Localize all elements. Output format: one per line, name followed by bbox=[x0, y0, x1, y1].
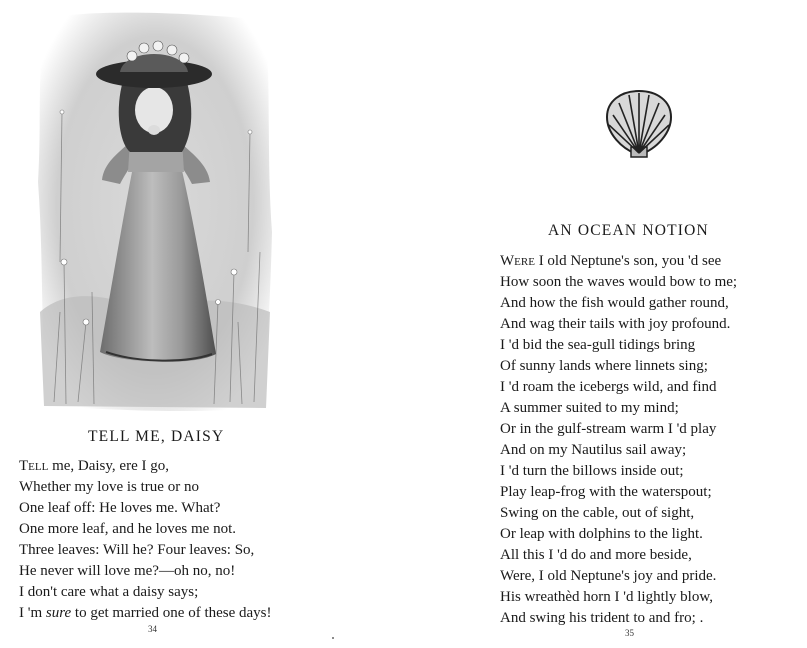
verse-line: Swing on the cable, out of sight, bbox=[500, 505, 695, 521]
verse-line: And on my Nautilus sail away; bbox=[500, 442, 687, 458]
verse-line-text: I 'm bbox=[19, 605, 46, 621]
verse-line: Play leap-frog with the waterspout; bbox=[500, 484, 712, 500]
verse-line: One more leaf, and he loves me not. bbox=[19, 521, 237, 537]
verse-line: Or in the gulf-stream warm I 'd play bbox=[500, 421, 717, 437]
verse-line: A summer suited to my mind; bbox=[500, 400, 679, 416]
verse-initial-word: Tell bbox=[19, 458, 49, 474]
verse-line: All this I 'd do and more beside, bbox=[500, 547, 692, 563]
verse-line: I 'd turn the billows inside out; bbox=[500, 463, 684, 479]
page-number: 34 bbox=[148, 624, 157, 634]
verse-line: One leaf off: He loves me. What? bbox=[19, 500, 221, 516]
verse-line: Three leaves: Will he? Four leaves: So, bbox=[19, 542, 255, 558]
girl-with-daisy-illustration bbox=[34, 12, 274, 414]
verse-line: I don't care what a daisy says; bbox=[19, 584, 199, 600]
left-page bbox=[0, 0, 400, 648]
verse-line bbox=[19, 603, 272, 624]
verse-line: And how the fish would gather round, bbox=[500, 295, 729, 311]
verse-line bbox=[19, 456, 272, 477]
verse-line: And swing his trident to and fro; . bbox=[500, 610, 704, 626]
verse-line: Were, I old Neptune's joy and pride. bbox=[500, 568, 717, 584]
verse-line bbox=[500, 251, 737, 272]
verse-line: He never will love me?—oh no, no! bbox=[19, 563, 236, 579]
poem-verse bbox=[19, 456, 272, 624]
verse-line-text: to get married one of these days! bbox=[71, 605, 272, 621]
print-speck bbox=[332, 637, 334, 639]
verse-line: And wag their tails with joy profound. bbox=[500, 316, 731, 332]
verse-line-text: me, Daisy, ere I go, bbox=[48, 458, 169, 474]
verse-line: I 'd bid the sea-gull tidings bring bbox=[500, 337, 696, 353]
poem-verse bbox=[500, 251, 737, 629]
verse-line-text: I old Neptune's son, you 'd see bbox=[534, 253, 722, 269]
verse-line: How soon the waves would bow to me; bbox=[500, 274, 738, 290]
verse-line: Or leap with dolphins to the light. bbox=[500, 526, 703, 542]
verse-line: Whether my love is true or no bbox=[19, 479, 199, 495]
verse-line: I 'd roam the icebergs wild, and find bbox=[500, 379, 717, 395]
poem-title: TELL ME, DAISY bbox=[88, 428, 225, 445]
scallop-shell-icon bbox=[601, 85, 677, 161]
verse-initial-word: Were bbox=[500, 253, 535, 269]
poem-title: AN OCEAN NOTION bbox=[548, 222, 709, 239]
verse-line: His wreathèd horn I 'd lightly blow, bbox=[500, 589, 713, 605]
emphasized-word: sure bbox=[45, 605, 72, 621]
page-number: 35 bbox=[625, 628, 634, 638]
verse-line: Of sunny lands where linnets sing; bbox=[500, 358, 708, 374]
